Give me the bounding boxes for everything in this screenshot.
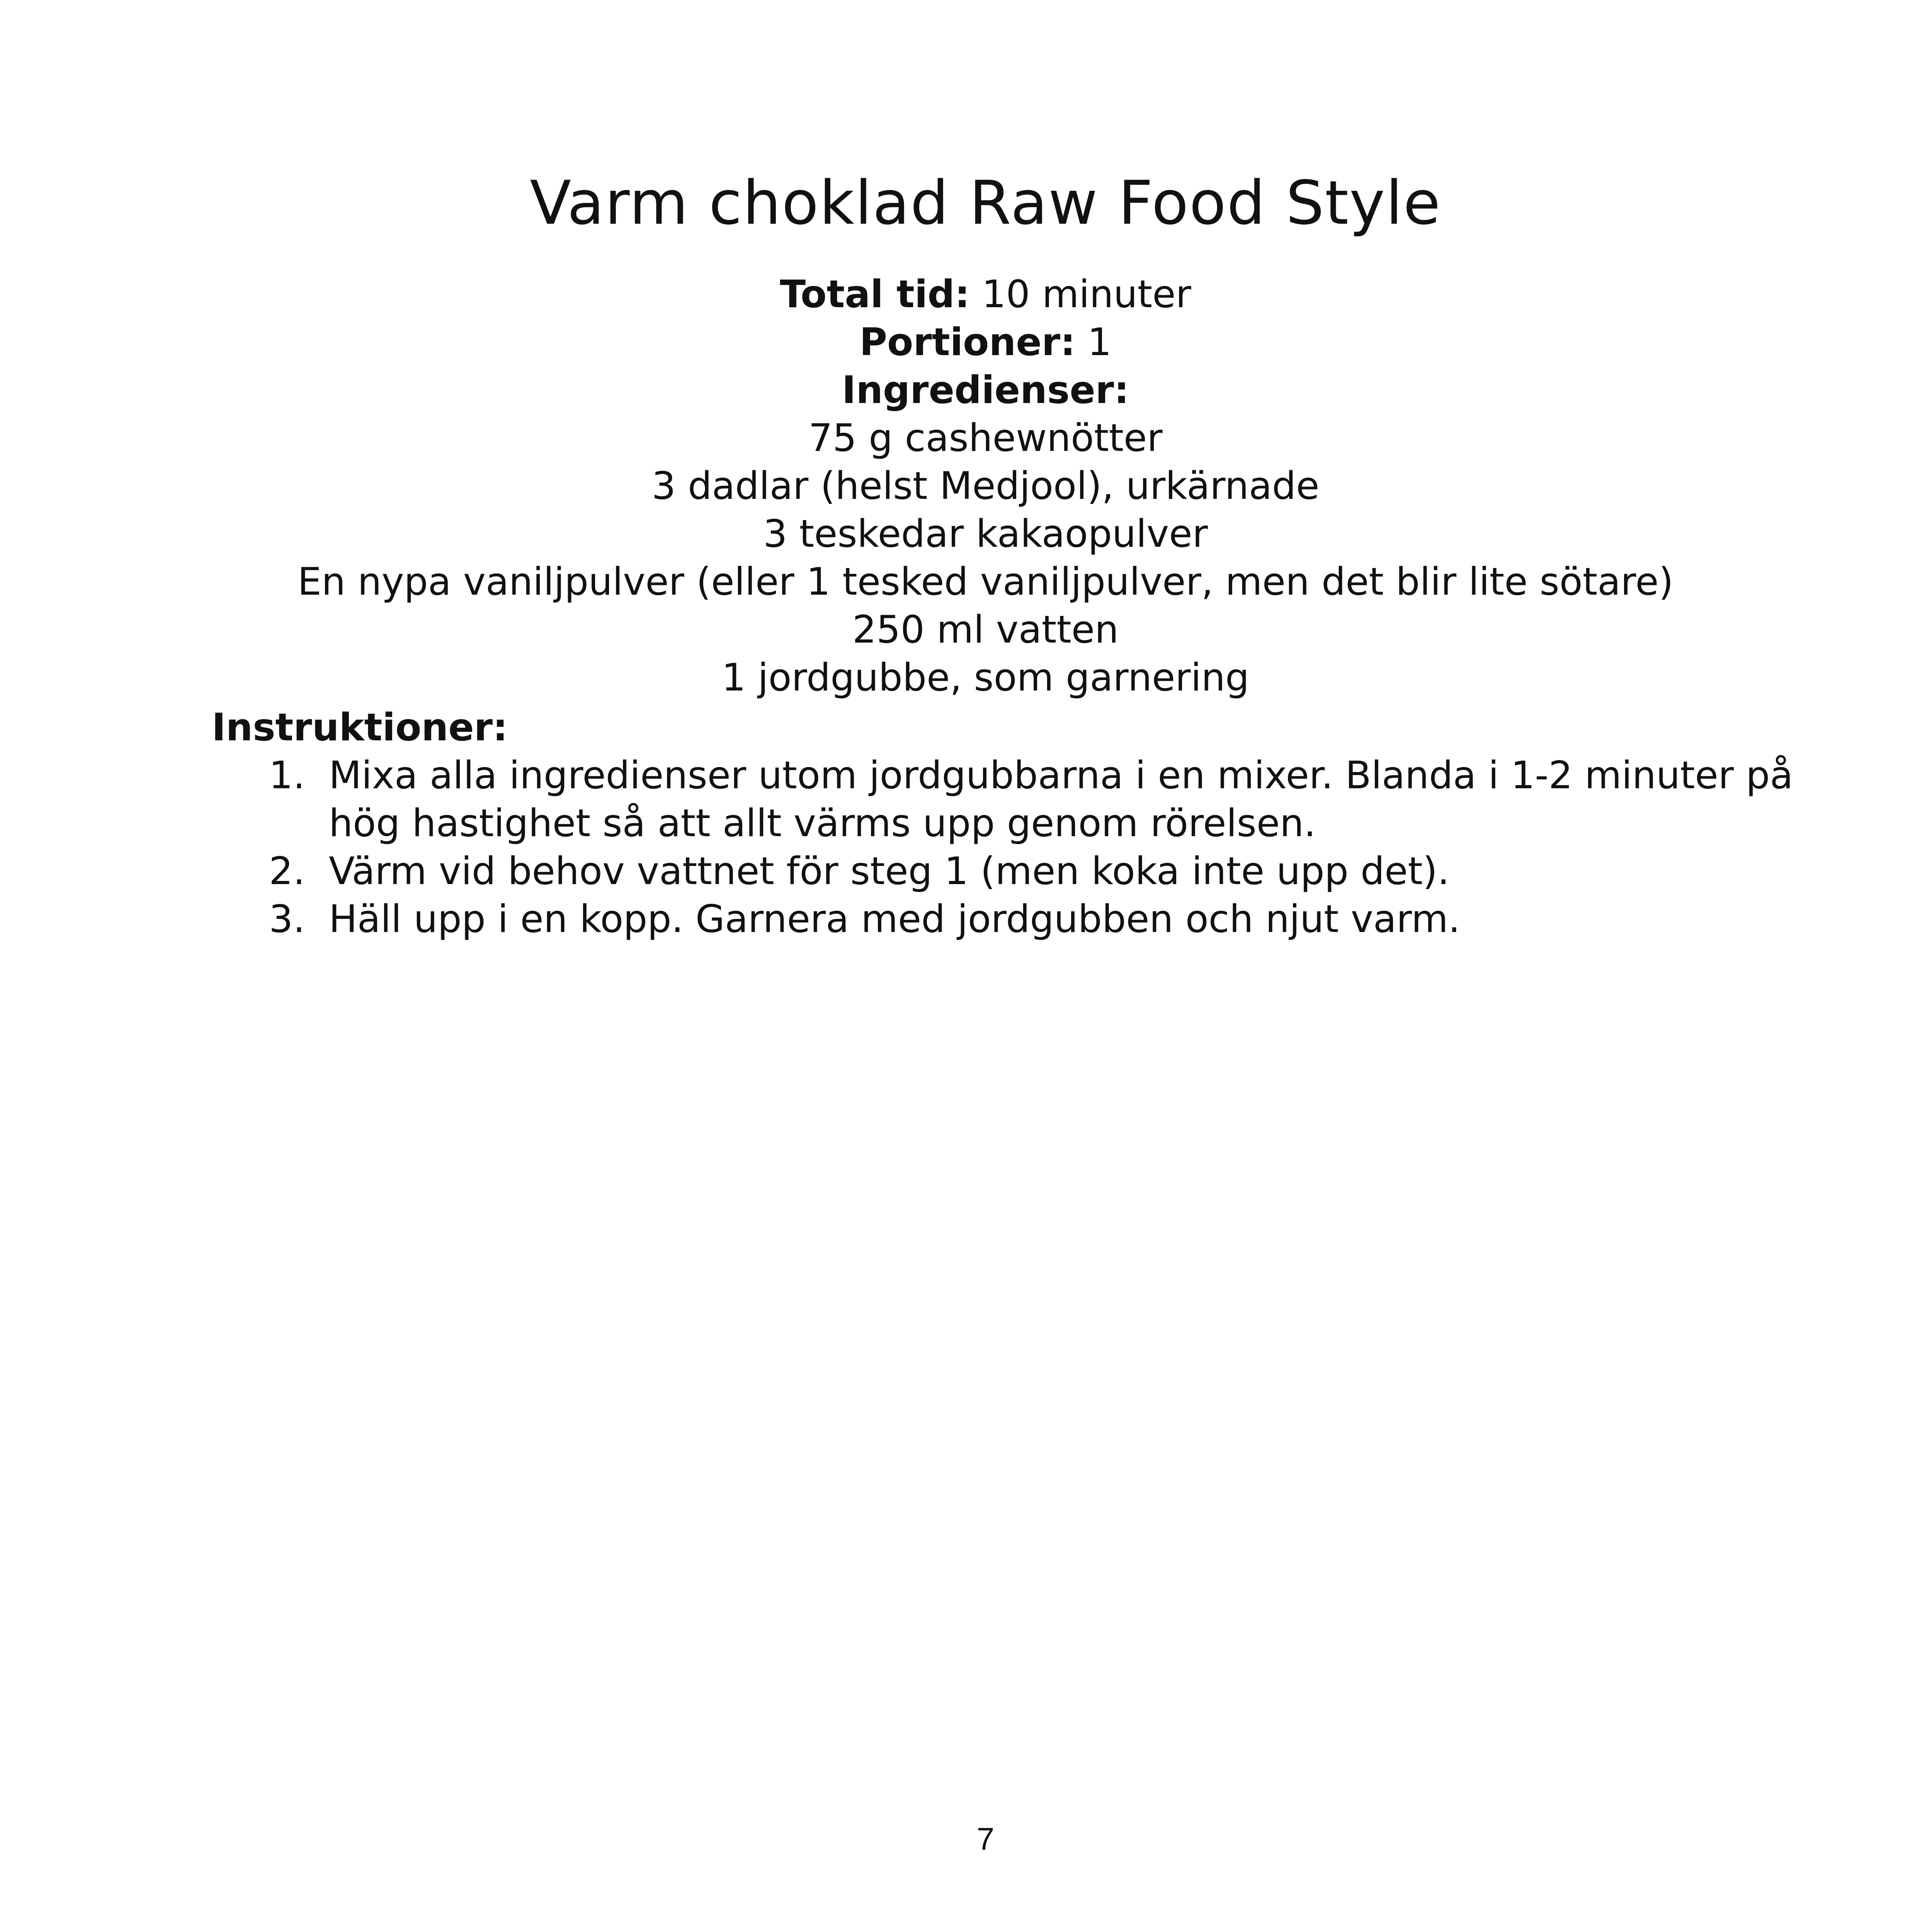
ingredient-item: 75 g cashewnötter <box>808 416 1163 460</box>
recipe-summary <box>0 270 1932 702</box>
ingredients-heading: Ingredienser: <box>842 368 1129 412</box>
instructions-heading: Instruktioner: <box>212 706 508 750</box>
ingredient-item: 3 dadlar (helst Medjool), urkärnade <box>651 464 1320 508</box>
step-number: 1. <box>269 753 305 798</box>
total-time-label: Total tid: <box>780 272 970 316</box>
step-number: 2. <box>269 849 305 893</box>
portions-label: Portioner: <box>859 320 1076 364</box>
step-text-line: Häll upp i en kopp. Garnera med jordgubben och njut varm. <box>329 897 1461 941</box>
ingredient-item: En nypa vaniljpulver (eller 1 tesked vaniljpulver, men det blir lite sötare) <box>298 560 1673 604</box>
ingredient-item: 250 ml vatten <box>852 608 1119 652</box>
page-number: 7 <box>976 1821 995 1857</box>
instruction-step <box>212 847 1796 895</box>
portions-value: 1 <box>1087 320 1112 364</box>
total-time-line <box>0 270 1932 318</box>
instructions-list <box>212 752 1796 943</box>
step-text-line: Mixa alla ingredienser utom jordgubbarna i en mixer. Blanda i 1-2 minuter på <box>329 753 1793 798</box>
ingredient-item: 1 jordgubbe, som garnering <box>721 656 1250 700</box>
step-text-line: hög hastighet så att allt värms upp genom rörelsen. <box>329 801 1316 845</box>
instruction-step <box>212 752 1796 847</box>
ingredient-item: 3 teskedar kakaopulver <box>763 512 1208 556</box>
instruction-step <box>212 895 1796 943</box>
total-time-value: 10 minuter <box>982 272 1191 316</box>
step-text-line: Värm vid behov vattnet för steg 1 (men koka inte upp det). <box>329 849 1450 893</box>
step-number: 3. <box>269 897 305 941</box>
recipe-title: Varm choklad Raw Food Style <box>530 168 1441 238</box>
portions-line <box>0 318 1932 366</box>
